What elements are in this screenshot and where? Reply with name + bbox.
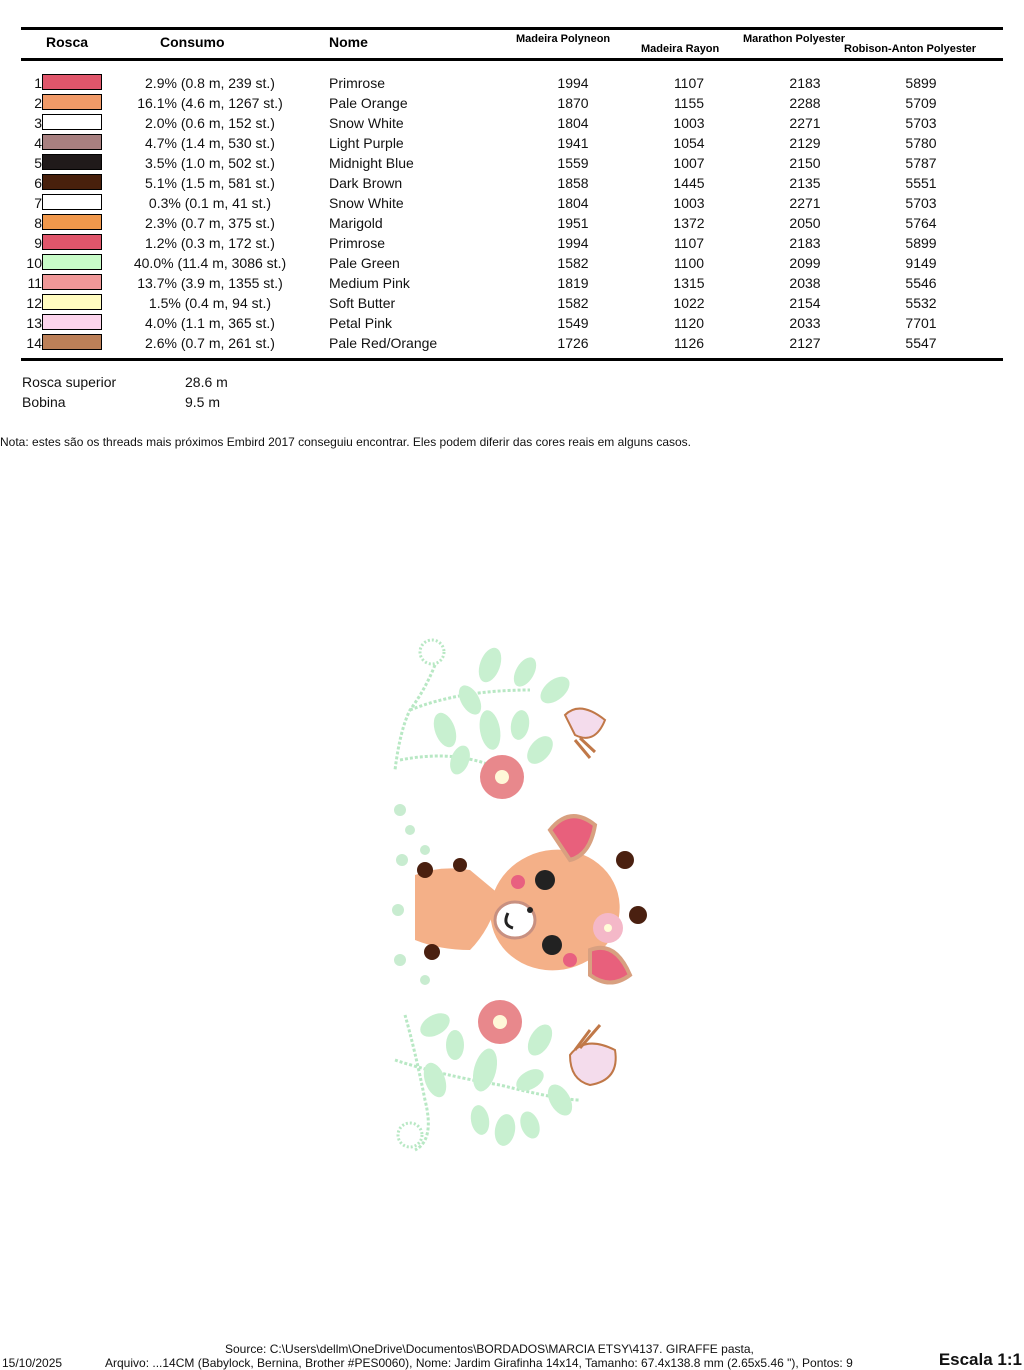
color-swatch: [42, 114, 102, 130]
thread-note: Nota: estes são os threads mais próximos Embird 2017 conseguiu encontrar. Eles podem diferir das cores reais em alguns casos.: [0, 435, 692, 449]
color-swatch: [42, 74, 102, 90]
marathon-polyester-cell: 2129: [789, 135, 821, 151]
thread-name-cell: Dark Brown: [329, 175, 403, 191]
robison-anton-cell: 7701: [905, 315, 937, 331]
robison-anton-cell: 5703: [905, 195, 937, 211]
color-swatch: [42, 314, 102, 330]
madeira-rayon-cell: 1022: [673, 295, 705, 311]
robison-anton-cell: 5787: [905, 155, 937, 171]
robison-anton-cell: 5780: [905, 135, 937, 151]
robison-anton-cell: 5899: [905, 75, 937, 91]
marathon-polyester-cell: 2033: [789, 315, 821, 331]
thread-name-cell: Midnight Blue: [329, 155, 414, 171]
madeira-rayon-cell: 1315: [673, 275, 705, 291]
thread-name-cell: Petal Pink: [329, 315, 393, 331]
thread-number: 6: [34, 175, 42, 191]
marathon-polyester-cell: 2038: [789, 275, 821, 291]
embroidery-design-preview: [380, 630, 650, 1170]
madeira-polyneon-cell: 1994: [557, 235, 589, 251]
footer-file-info: Arquivo: ...14CM (Babylock, Bernina, Brother #PES0060), Nome: Jardim Girafinha 14x14, Tamanho: 67.4x138.8 mm (2.65x5.46 "), Pontos: 9: [105, 1356, 853, 1370]
table-header-rule: [21, 58, 1003, 61]
table-row: [0, 93, 1024, 113]
marathon-polyester-cell: 2150: [789, 155, 821, 171]
thread-name-cell: Pale Red/Orange: [329, 335, 438, 351]
consumption-cell: 5.1% (1.5 m, 581 st.): [145, 175, 275, 191]
robison-anton-cell: 5532: [905, 295, 937, 311]
giraffe-embroidery-image: [380, 630, 650, 1170]
table-bottom-rule: [21, 358, 1003, 361]
color-swatch: [42, 134, 102, 150]
robison-anton-cell: 5764: [905, 215, 937, 231]
consumption-cell: 40.0% (11.4 m, 3086 st.): [133, 255, 287, 271]
madeira-polyneon-cell: 1726: [557, 335, 589, 351]
marathon-polyester-cell: 2271: [789, 195, 821, 211]
table-row: [0, 113, 1024, 133]
thread-name-cell: Light Purple: [329, 135, 404, 151]
robison-anton-cell: 5703: [905, 115, 937, 131]
madeira-rayon-cell: 1054: [673, 135, 705, 151]
bobina-label: Bobina: [22, 394, 66, 410]
madeira-polyneon-cell: 1582: [557, 295, 589, 311]
thread-name-cell: Medium Pink: [329, 275, 410, 291]
thread-number: 11: [27, 275, 42, 291]
table-row: [0, 313, 1024, 333]
color-swatch: [42, 234, 102, 250]
madeira-polyneon-cell: 1994: [557, 75, 589, 91]
consumption-cell: 2.0% (0.6 m, 152 st.): [145, 115, 275, 131]
thread-number: 4: [34, 135, 42, 151]
table-row: [0, 213, 1024, 233]
color-swatch: [42, 254, 102, 270]
scale-label: Escala 1:1: [938, 1350, 1022, 1369]
marathon-polyester-cell: 2154: [789, 295, 821, 311]
color-swatch: [42, 274, 102, 290]
thread-name-cell: Marigold: [329, 215, 383, 231]
rosca-superior-label: Rosca superior: [22, 374, 117, 390]
consumption-cell: 4.7% (1.4 m, 530 st.): [145, 135, 275, 151]
consumption-cell: 16.1% (4.6 m, 1267 st.): [137, 95, 283, 111]
table-row: [0, 233, 1024, 253]
marathon-polyester-cell: 2050: [789, 215, 821, 231]
header-marathon-polyester: Marathon Polyester: [743, 33, 846, 45]
madeira-polyneon-cell: 1549: [557, 315, 589, 331]
robison-anton-cell: 5709: [905, 95, 937, 111]
color-swatch: [42, 174, 102, 190]
thread-name-cell: Snow White: [329, 115, 404, 131]
header-madeira-rayon: Madeira Rayon: [641, 43, 720, 55]
madeira-rayon-cell: 1126: [673, 335, 705, 351]
table-row: [0, 133, 1024, 153]
consumption-cell: 2.6% (0.7 m, 261 st.): [145, 335, 275, 351]
consumption-cell: 1.2% (0.3 m, 172 st.): [145, 235, 275, 251]
madeira-polyneon-cell: 1804: [557, 195, 589, 211]
madeira-rayon-cell: 1445: [673, 175, 705, 191]
consumption-cell: 2.3% (0.7 m, 375 st.): [145, 215, 275, 231]
madeira-rayon-cell: 1107: [673, 235, 705, 251]
color-swatch: [42, 334, 102, 350]
thread-number: 2: [34, 95, 42, 111]
consumption-cell: 2.9% (0.8 m, 239 st.): [145, 75, 275, 91]
table-row: [0, 293, 1024, 313]
marathon-polyester-cell: 2127: [789, 335, 821, 351]
madeira-rayon-cell: 1100: [673, 255, 705, 271]
marathon-polyester-cell: 2183: [789, 235, 821, 251]
table-top-rule: [21, 27, 1003, 30]
consumption-cell: 0.3% (0.1 m, 41 st.): [148, 195, 272, 211]
thread-number: 1: [34, 75, 42, 91]
marathon-polyester-cell: 2271: [789, 115, 821, 131]
rosca-superior-value: 28.6 m: [185, 374, 228, 390]
robison-anton-cell: 9149: [905, 255, 937, 271]
robison-anton-cell: 5546: [905, 275, 937, 291]
madeira-polyneon-cell: 1582: [557, 255, 589, 271]
header-consumo: Consumo: [160, 34, 225, 50]
thread-number: 7: [34, 195, 42, 211]
thread-name-cell: Primrose: [329, 235, 386, 251]
madeira-polyneon-cell: 1951: [557, 215, 589, 231]
robison-anton-cell: 5899: [905, 235, 937, 251]
thread-number: 3: [34, 115, 42, 131]
thread-number: 5: [34, 155, 42, 171]
madeira-polyneon-cell: 1870: [557, 95, 589, 111]
bobina-value: 9.5 m: [185, 394, 221, 410]
table-row: [0, 193, 1024, 213]
table-row: [0, 273, 1024, 293]
madeira-rayon-cell: 1155: [673, 95, 705, 111]
marathon-polyester-cell: 2135: [789, 175, 821, 191]
madeira-rayon-cell: 1003: [673, 115, 705, 131]
color-swatch: [42, 214, 102, 230]
consumption-cell: 4.0% (1.1 m, 365 st.): [145, 315, 275, 331]
thread-name-cell: Snow White: [329, 195, 404, 211]
header-robison-anton-polyester: Robison-Anton Polyester: [844, 43, 977, 55]
madeira-rayon-cell: 1120: [673, 315, 705, 331]
madeira-rayon-cell: 1007: [673, 155, 705, 171]
robison-anton-cell: 5551: [905, 175, 937, 191]
madeira-polyneon-cell: 1559: [557, 155, 589, 171]
color-swatch: [42, 294, 102, 310]
thread-number: 10: [26, 255, 42, 271]
table-row: [0, 153, 1024, 173]
madeira-polyneon-cell: 1858: [557, 175, 589, 191]
header-rosca: Rosca: [46, 34, 89, 50]
madeira-polyneon-cell: 1941: [557, 135, 589, 151]
madeira-rayon-cell: 1107: [673, 75, 705, 91]
thread-name-cell: Pale Orange: [329, 95, 408, 111]
thread-name-cell: Pale Green: [329, 255, 400, 271]
consumption-cell: 3.5% (1.0 m, 502 st.): [145, 155, 275, 171]
table-row: [0, 173, 1024, 193]
header-madeira-polyneon: Madeira Polyneon: [516, 33, 611, 45]
consumption-cell: 1.5% (0.4 m, 94 st.): [148, 295, 272, 311]
madeira-rayon-cell: 1372: [673, 215, 705, 231]
footer-source: Source: C:\Users\dellm\OneDrive\Documentos\BORDADOS\MARCIA ETSY\4137. GIRAFFE pasta,: [225, 1342, 754, 1356]
footer-date: 15/10/2025: [2, 1356, 63, 1370]
madeira-rayon-cell: 1003: [673, 195, 705, 211]
thread-name-cell: Soft Butter: [329, 295, 396, 311]
table-row: [0, 333, 1024, 353]
marathon-polyester-cell: 2183: [789, 75, 821, 91]
thread-number: 13: [26, 315, 42, 331]
header-nome: Nome: [329, 34, 368, 50]
color-swatch: [42, 154, 102, 170]
thread-number: 12: [26, 295, 42, 311]
thread-number: 14: [26, 335, 42, 351]
thread-number: 8: [34, 215, 42, 231]
table-row: [0, 73, 1024, 93]
color-swatch: [42, 94, 102, 110]
consumption-cell: 13.7% (3.9 m, 1355 st.): [137, 275, 283, 291]
madeira-polyneon-cell: 1819: [557, 275, 589, 291]
robison-anton-cell: 5547: [905, 335, 937, 351]
thread-number: 9: [34, 235, 42, 251]
marathon-polyester-cell: 2099: [789, 255, 821, 271]
madeira-polyneon-cell: 1804: [557, 115, 589, 131]
table-row: [0, 253, 1024, 273]
marathon-polyester-cell: 2288: [789, 95, 821, 111]
thread-name-cell: Primrose: [329, 75, 386, 91]
color-swatch: [42, 194, 102, 210]
